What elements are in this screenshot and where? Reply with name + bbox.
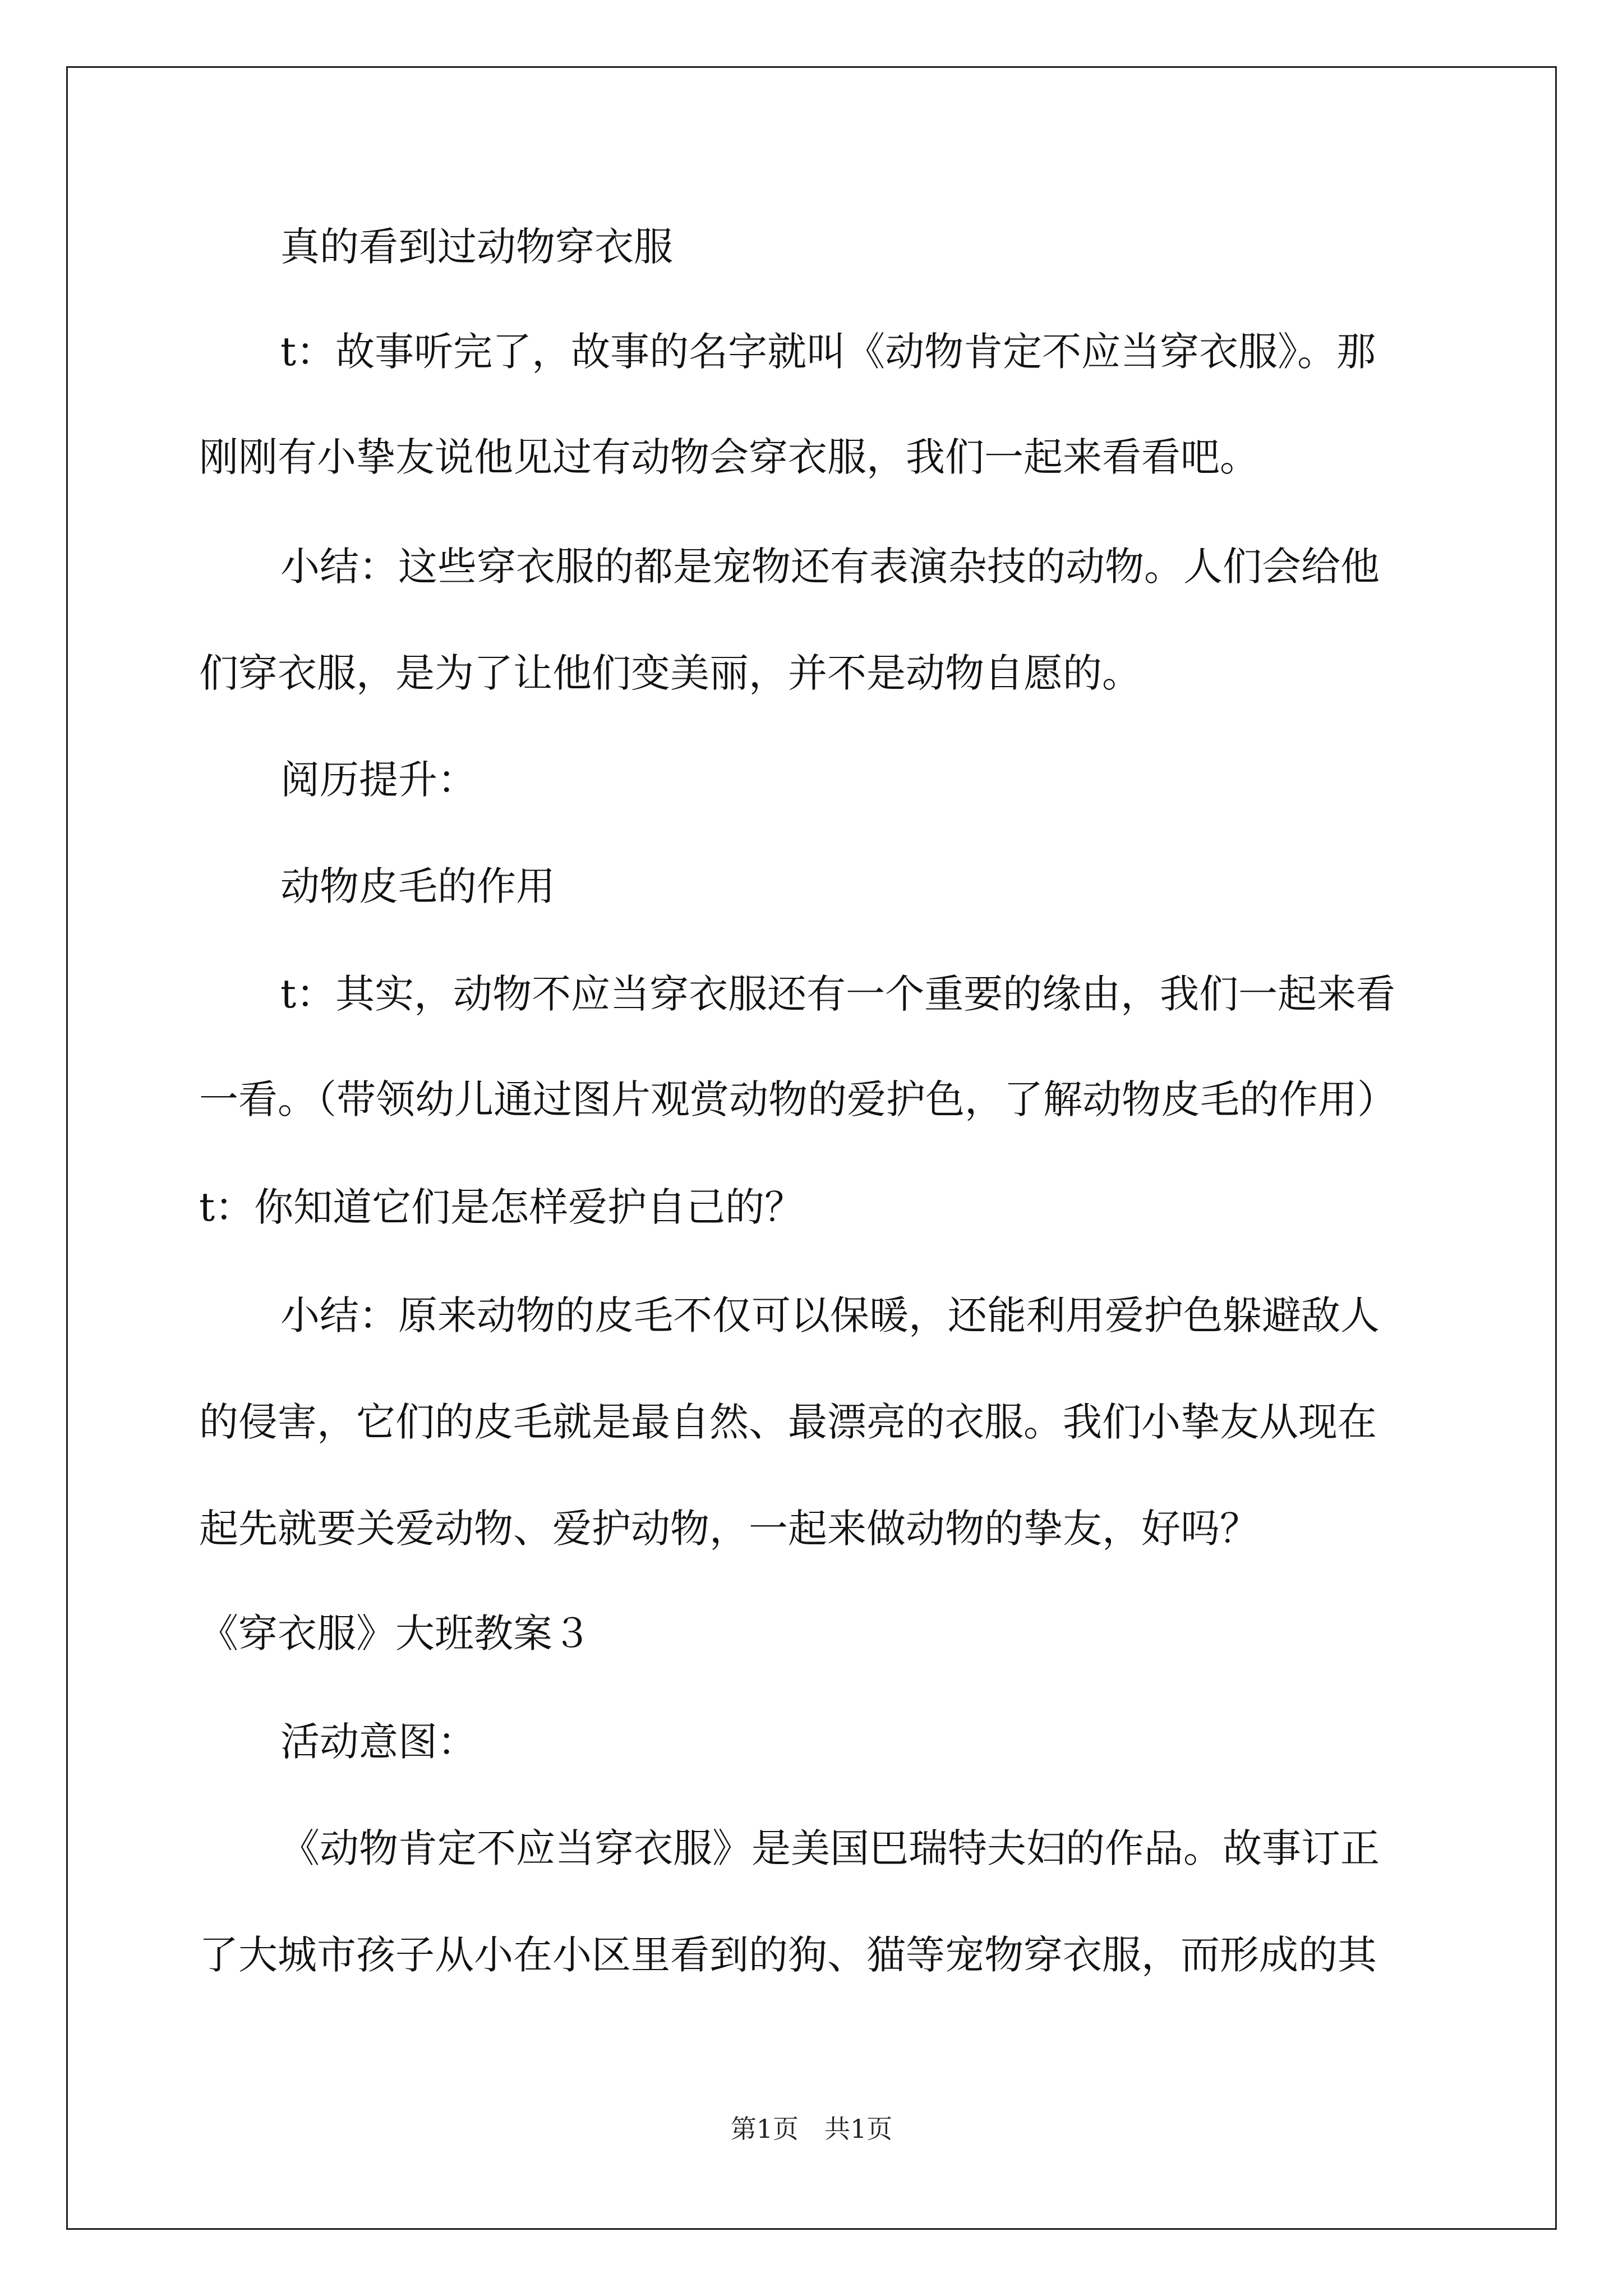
text-line: 活动意图： bbox=[280, 1719, 477, 1765]
text-line: 了大城市孩子从小在小区里看到的狗、猫等宠物穿衣服，而形成的其 bbox=[199, 1932, 1377, 1978]
page-border bbox=[66, 66, 1557, 2230]
text-line: t：你知道它们是怎样爱护自己的？ bbox=[199, 1184, 804, 1230]
text-line: 动物皮毛的作用 bbox=[280, 863, 555, 909]
text-line: 一看。（带领幼儿通过图片观赏动物的爱护色，了解动物皮毛的作用） bbox=[199, 1076, 1396, 1122]
text-line: 小结：这些穿衣服的都是宠物还有表演杂技的动物。人们会给他 bbox=[280, 544, 1380, 590]
text-line: 的侵害，它们的皮毛就是最自然、最漂亮的衣服。我们小挚友从现在 bbox=[199, 1399, 1377, 1445]
text-line: 刚刚有小挚友说他见过有动物会穿衣服，我们一起来看看吧。 bbox=[199, 434, 1259, 480]
text-line: t：故事听完了，故事的名字就叫《动物肯定不应当穿衣服》。那 bbox=[280, 329, 1376, 375]
text-line: 小结：原来动物的皮毛不仅可以保暖，还能利用爱护色躲避敌人 bbox=[280, 1292, 1380, 1338]
section-heading: 《穿衣服》大班教案３ bbox=[199, 1611, 592, 1657]
text-line: 起先就要关爱动物、爱护动物，一起来做动物的挚友，好吗？ bbox=[199, 1506, 1259, 1552]
text-line: 《动物肯定不应当穿衣服》是美国巴瑞特夫妇的作品。故事订正 bbox=[280, 1825, 1380, 1871]
text-line: t：其实，动物不应当穿衣服还有一个重要的缘由，我们一起来看 bbox=[280, 971, 1396, 1017]
page-number: 第1页 共1页 bbox=[730, 2114, 893, 2144]
text-line: 阅历提升： bbox=[280, 757, 477, 803]
text-line: 真的看到过动物穿衣服 bbox=[280, 224, 673, 270]
text-line: 们穿衣服，是为了让他们变美丽，并不是动物自愿的。 bbox=[199, 650, 1141, 696]
